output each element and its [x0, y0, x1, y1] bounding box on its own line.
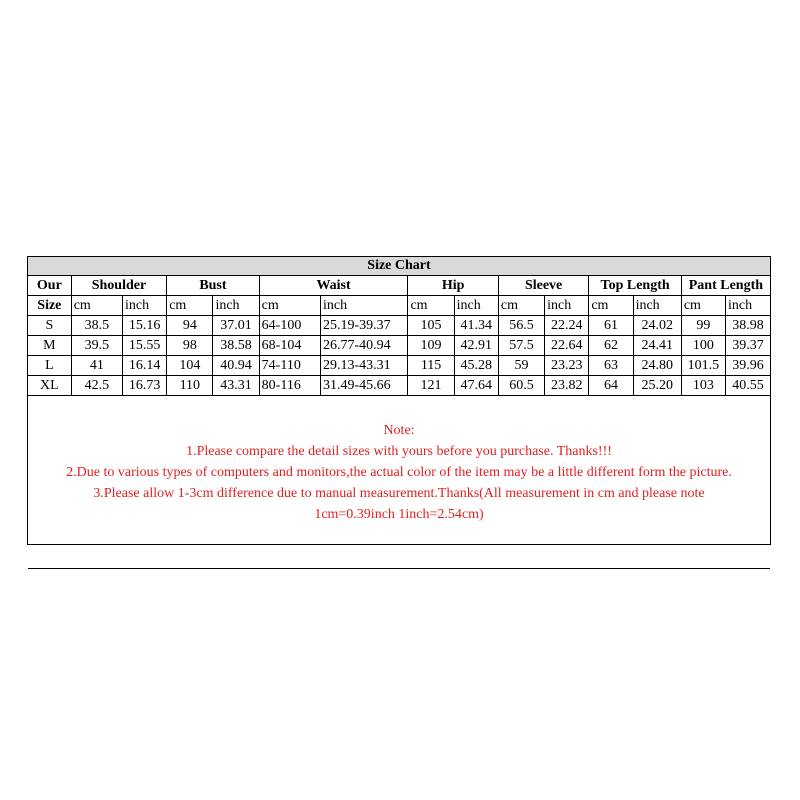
note-line-4: 1cm=0.39inch 1inch=2.54cm) [314, 507, 484, 522]
value-cell: 37.01 [213, 316, 259, 336]
group-bust: Bust [167, 276, 259, 296]
size-cell: S [28, 316, 71, 336]
header-row-groups [28, 276, 770, 296]
value-cell: 26.77-40.94 [320, 336, 407, 356]
value-cell: 15.16 [122, 316, 166, 336]
value-cell: 94 [167, 316, 213, 336]
value-cell: 80-116 [259, 376, 320, 396]
value-cell: 115 [408, 356, 454, 376]
size-cell: XL [28, 376, 71, 396]
value-cell: 38.58 [213, 336, 259, 356]
value-cell: 25.20 [633, 376, 681, 396]
value-cell: 23.82 [545, 376, 589, 396]
unit-cell: inch [545, 296, 589, 316]
group-sleeve: Sleeve [498, 276, 588, 296]
value-cell: 40.94 [213, 356, 259, 376]
note-line-2: 2.Due to various types of computers and monitors,the actual color of the item may be a little different form the picture. [66, 465, 732, 480]
note-row [28, 396, 770, 569]
value-cell: 41 [71, 356, 122, 376]
value-cell: 98 [167, 336, 213, 356]
note-heading: Note: [383, 423, 415, 438]
value-cell: 24.02 [633, 316, 681, 336]
value-cell: 25.19-39.37 [320, 316, 407, 336]
group-hip: Hip [408, 276, 498, 296]
value-cell: 45.28 [454, 356, 498, 376]
value-cell: 103 [681, 376, 725, 396]
table-row [28, 376, 770, 396]
value-cell: 100 [681, 336, 725, 356]
data-rows [28, 316, 770, 396]
note-block [28, 396, 770, 569]
value-cell: 110 [167, 376, 213, 396]
unit-cell: inch [122, 296, 166, 316]
value-cell: 74-110 [259, 356, 320, 376]
value-cell: 42.5 [71, 376, 122, 396]
value-cell: 22.64 [545, 336, 589, 356]
value-cell: 63 [589, 356, 633, 376]
table-row [28, 356, 770, 376]
value-cell: 99 [681, 316, 725, 336]
header-row-units [28, 296, 770, 316]
size-cell: L [28, 356, 71, 376]
value-cell: 24.80 [633, 356, 681, 376]
table-row [28, 316, 770, 336]
group-waist: Waist [259, 276, 408, 296]
value-cell: 60.5 [498, 376, 544, 396]
value-cell: 40.55 [726, 376, 770, 396]
title-row [28, 257, 770, 276]
value-cell: 39.5 [71, 336, 122, 356]
value-cell: 61 [589, 316, 633, 336]
value-cell: 56.5 [498, 316, 544, 336]
unit-cell: cm [71, 296, 122, 316]
our-label: Our [28, 276, 71, 296]
unit-cell: inch [633, 296, 681, 316]
value-cell: 24.41 [633, 336, 681, 356]
unit-cell: inch [726, 296, 770, 316]
size-label: Size [28, 296, 71, 316]
size-table [28, 257, 770, 569]
value-cell: 15.55 [122, 336, 166, 356]
value-cell: 38.98 [726, 316, 770, 336]
unit-cell: cm [589, 296, 633, 316]
value-cell: 68-104 [259, 336, 320, 356]
unit-cell: cm [681, 296, 725, 316]
size-chart [27, 256, 771, 545]
value-cell: 23.23 [545, 356, 589, 376]
value-cell: 16.14 [122, 356, 166, 376]
value-cell: 39.37 [726, 336, 770, 356]
value-cell: 62 [589, 336, 633, 356]
unit-cell: cm [408, 296, 454, 316]
value-cell: 109 [408, 336, 454, 356]
value-cell: 47.64 [454, 376, 498, 396]
value-cell: 31.49-45.66 [320, 376, 407, 396]
note-line-3: 3.Please allow 1-3cm difference due to manual measurement.Thanks(All measurement in cm and please note [93, 486, 705, 501]
size-cell: M [28, 336, 71, 356]
value-cell: 29.13-43.31 [320, 356, 407, 376]
value-cell: 57.5 [498, 336, 544, 356]
value-cell: 59 [498, 356, 544, 376]
value-cell: 38.5 [71, 316, 122, 336]
value-cell: 43.31 [213, 376, 259, 396]
value-cell: 105 [408, 316, 454, 336]
value-cell: 42.91 [454, 336, 498, 356]
value-cell: 104 [167, 356, 213, 376]
group-pant-length: Pant Length [681, 276, 770, 296]
value-cell: 64-100 [259, 316, 320, 336]
value-cell: 16.73 [122, 376, 166, 396]
chart-title: Size Chart [28, 257, 770, 276]
value-cell: 22.24 [545, 316, 589, 336]
unit-cell: inch [320, 296, 407, 316]
group-top-length: Top Length [589, 276, 681, 296]
value-cell: 101.5 [681, 356, 725, 376]
value-cell: 41.34 [454, 316, 498, 336]
unit-cell: cm [498, 296, 544, 316]
unit-cell: cm [259, 296, 320, 316]
value-cell: 64 [589, 376, 633, 396]
value-cell: 121 [408, 376, 454, 396]
table-row [28, 336, 770, 356]
unit-cell: inch [454, 296, 498, 316]
group-shoulder: Shoulder [71, 276, 166, 296]
unit-cell: cm [167, 296, 213, 316]
value-cell: 39.96 [726, 356, 770, 376]
note-line-1: 1.Please compare the detail sizes with yours before you purchase. Thanks!!! [186, 444, 612, 459]
unit-cell: inch [213, 296, 259, 316]
